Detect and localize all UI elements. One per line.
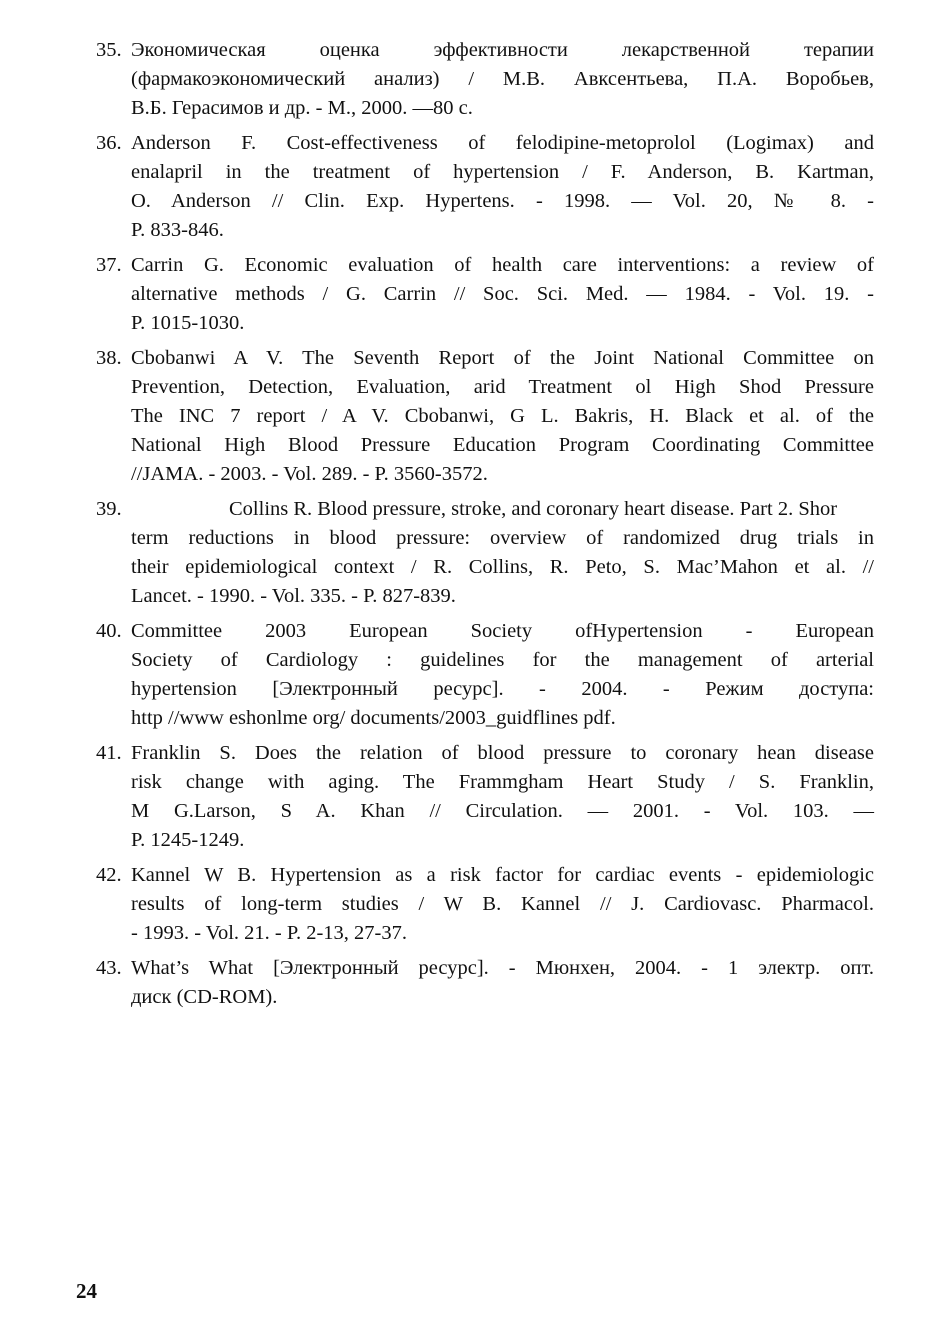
reference-text: [131, 495, 874, 611]
reference-line: - 1993. - Vol. 21. - P. 2-13, 27-37.: [131, 922, 407, 944]
reference-35: [96, 36, 874, 123]
reference-39: [96, 495, 874, 611]
reference-line: alternative methods / G. Carrin // Soc. Sci. Med. — 1984. - Vol. 19. -: [131, 283, 874, 305]
reference-line: term reductions in blood pressure: overview of randomized drug trials in: [131, 527, 874, 549]
reference-number: 39.: [96, 498, 122, 520]
reference-42: [96, 861, 874, 948]
reference-text: [131, 954, 874, 1012]
reference-line: Cbobanwi A V. The Seventh Report of the Joint National Committee on: [131, 347, 874, 369]
reference-line: //JAMA. - 2003. - Vol. 289. - P. 3560-3572.: [131, 463, 488, 485]
reference-36: [96, 129, 874, 245]
reference-line: Franklin S. Does the relation of blood pressure to coronary hean disease: [131, 742, 874, 764]
reference-text: [131, 129, 874, 245]
reference-line: Prevention, Detection, Evaluation, arid Treatment ol High Shod Pressure: [131, 376, 874, 398]
reference-number: 41.: [96, 742, 122, 764]
reference-number: 37.: [96, 254, 122, 276]
reference-37: [96, 251, 874, 338]
reference-line: Society of Cardiology : guidelines for the management of arterial: [131, 649, 874, 671]
reference-line: enalapril in the treatment of hypertension / F. Anderson, B. Kartman,: [131, 161, 874, 183]
reference-text: [131, 344, 874, 489]
reference-number: 43.: [96, 957, 122, 979]
reference-line: P. 1245-1249.: [131, 829, 245, 851]
reference-line: results of long-term studies / W B. Kannel // J. Cardiovasc. Pharmacol.: [131, 893, 874, 915]
reference-number: 38.: [96, 347, 122, 369]
reference-41: [96, 739, 874, 855]
reference-line: Kannel W B. Hypertension as a risk factor for cardiac events - epidemiologic: [131, 864, 874, 886]
reference-line: http //www eshonlme org/ documents/2003_guidflines pdf.: [131, 707, 616, 729]
reference-number: 36.: [96, 132, 122, 154]
reference-text: [131, 739, 874, 855]
reference-line: Anderson F. Cost-effectiveness of felodipine-metoprolol (Logimax) and: [131, 132, 874, 154]
reference-line: Lancet. - 1990. - Vol. 335. - P. 827-839.: [131, 585, 456, 607]
reference-43: [96, 954, 874, 1012]
reference-line: В.Б. Герасимов и др. - М., 2000. —80 с.: [131, 97, 473, 119]
reference-40: [96, 617, 874, 733]
reference-number: 40.: [96, 620, 122, 642]
reference-text: [131, 251, 874, 338]
reference-list: [96, 36, 874, 1018]
reference-text: [131, 861, 874, 948]
reference-line: P. 1015-1030.: [131, 312, 245, 334]
reference-line: Carrin G. Economic evaluation of health care interventions: a review of: [131, 254, 874, 276]
reference-line: The INC 7 report / A V. Cbobanwi, G L. Bakris, H. Black et al. of the: [131, 405, 874, 427]
reference-line: Экономическая оценка эффективности лекарственной терапии: [131, 39, 874, 61]
reference-number: 35.: [96, 39, 122, 61]
reference-number: 42.: [96, 864, 122, 886]
reference-line: hypertension [Электронный ресурс]. - 2004. - Режим доступа:: [131, 678, 874, 700]
reference-line: (фармакоэкономический анализ) / М.В. Авксентьева, П.А. Воробьев,: [131, 68, 874, 90]
reference-text: [131, 617, 874, 733]
reference-line: risk change with aging. The Frammgham Heart Study / S. Franklin,: [131, 771, 874, 793]
reference-line: O. Anderson // Clin. Exp. Hypertens. - 1998. — Vol. 20, № 8. -: [131, 190, 874, 212]
reference-line: Collins R. Blood pressure, stroke, and coronary heart disease. Part 2. Shor: [229, 498, 838, 520]
reference-line: National High Blood Pressure Education Program Coordinating Committee: [131, 434, 874, 456]
reference-line: Committee 2003 European Society ofHypertension - European: [131, 620, 874, 642]
reference-text: [131, 36, 874, 123]
reference-line: диск (CD-ROM).: [131, 986, 278, 1008]
reference-38: [96, 344, 874, 489]
reference-line: M G.Larson, S A. Khan // Circulation. — 2001. - Vol. 103. —: [131, 800, 874, 822]
reference-line: their epidemiological context / R. Collins, R. Peto, S. Mac’Mahon et al. //: [131, 556, 874, 578]
reference-line: What’s What [Электронный ресурс]. - Мюнхен, 2004. - 1 электр. опт.: [131, 957, 874, 979]
reference-line: P. 833-846.: [131, 219, 224, 241]
page-number: 24: [76, 1279, 97, 1303]
